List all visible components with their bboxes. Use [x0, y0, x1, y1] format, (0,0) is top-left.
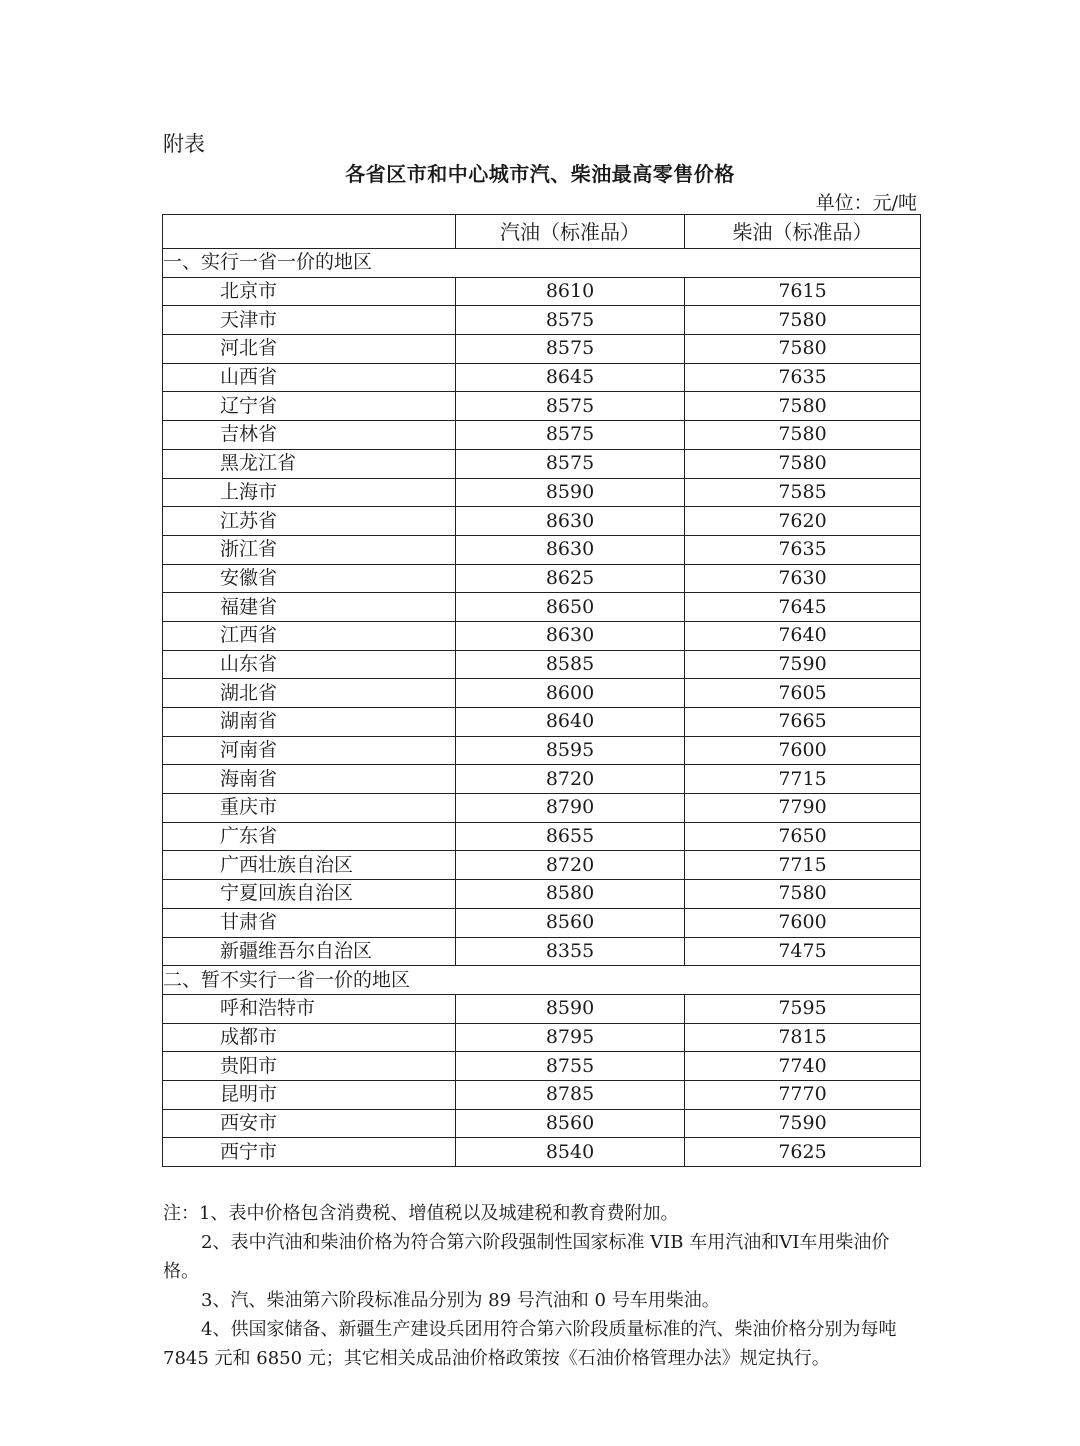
diesel-price: 7590 — [685, 1109, 921, 1138]
table-row — [163, 1080, 921, 1109]
appendix-label: 附表 — [163, 132, 205, 156]
region-name: 福建省 — [163, 593, 456, 622]
diesel-price: 7715 — [685, 765, 921, 794]
table-row — [163, 277, 921, 306]
diesel-price: 7580 — [685, 880, 921, 909]
table-row — [163, 736, 921, 765]
table-row — [163, 1109, 921, 1138]
gasoline-price: 8560 — [456, 908, 685, 937]
notes — [163, 1199, 920, 1373]
diesel-price: 7595 — [685, 994, 921, 1023]
diesel-price: 7650 — [685, 822, 921, 851]
price-table — [162, 214, 921, 1167]
region-name: 成都市 — [163, 1023, 456, 1052]
gasoline-price: 8560 — [456, 1109, 685, 1138]
gasoline-price: 8575 — [456, 421, 685, 450]
table-row — [163, 507, 921, 536]
gasoline-price: 8790 — [456, 794, 685, 823]
diesel-price: 7665 — [685, 708, 921, 737]
table-row — [163, 822, 921, 851]
diesel-price: 7635 — [685, 363, 921, 392]
gasoline-price: 8755 — [456, 1052, 685, 1081]
region-name: 河南省 — [163, 736, 456, 765]
region-name: 昆明市 — [163, 1080, 456, 1109]
region-name: 重庆市 — [163, 794, 456, 823]
gasoline-price: 8630 — [456, 507, 685, 536]
table-row — [163, 765, 921, 794]
diesel-price: 7580 — [685, 449, 921, 478]
region-name: 北京市 — [163, 277, 456, 306]
table-header-row — [163, 215, 921, 249]
gasoline-price: 8655 — [456, 822, 685, 851]
gasoline-price: 8625 — [456, 564, 685, 593]
gasoline-price: 8355 — [456, 937, 685, 966]
gasoline-price: 8590 — [456, 478, 685, 507]
table-row — [163, 708, 921, 737]
diesel-price: 7770 — [685, 1080, 921, 1109]
table-row — [163, 593, 921, 622]
table-row — [163, 880, 921, 909]
region-name: 甘肃省 — [163, 908, 456, 937]
table-row — [163, 908, 921, 937]
diesel-price: 7600 — [685, 908, 921, 937]
diesel-price: 7615 — [685, 277, 921, 306]
region-name: 浙江省 — [163, 535, 456, 564]
region-name: 山东省 — [163, 650, 456, 679]
region-name: 西宁市 — [163, 1138, 456, 1167]
region-name: 上海市 — [163, 478, 456, 507]
table-row — [163, 1052, 921, 1081]
table-row — [163, 994, 921, 1023]
gasoline-price: 8575 — [456, 335, 685, 364]
diesel-price: 7630 — [685, 564, 921, 593]
region-name: 宁夏回族自治区 — [163, 880, 456, 909]
region-name: 安徽省 — [163, 564, 456, 593]
gasoline-price: 8645 — [456, 363, 685, 392]
diesel-price: 7580 — [685, 421, 921, 450]
gasoline-price: 8540 — [456, 1138, 685, 1167]
table-row — [163, 478, 921, 507]
region-name: 湖南省 — [163, 708, 456, 737]
gasoline-price: 8630 — [456, 621, 685, 650]
diesel-price: 7475 — [685, 937, 921, 966]
section-row — [163, 249, 921, 278]
diesel-price: 7815 — [685, 1023, 921, 1052]
header-diesel: 柴油（标准品） — [685, 215, 921, 249]
table-row — [163, 335, 921, 364]
table-row — [163, 794, 921, 823]
note-4: 4、供国家储备、新疆生产建设兵团用符合第六阶段质量标准的汽、柴油价格分别为每吨 7845 元和 6850 元；其它相关成品油价格政策按《石油价格管理办法》规定执行。 — [163, 1319, 897, 1369]
diesel-price: 7580 — [685, 392, 921, 421]
diesel-price: 7790 — [685, 794, 921, 823]
region-name: 湖北省 — [163, 679, 456, 708]
gasoline-price: 8575 — [456, 449, 685, 478]
region-name: 江苏省 — [163, 507, 456, 536]
gasoline-price: 8600 — [456, 679, 685, 708]
gasoline-price: 8650 — [456, 593, 685, 622]
gasoline-price: 8785 — [456, 1080, 685, 1109]
gasoline-price: 8720 — [456, 851, 685, 880]
region-name: 海南省 — [163, 765, 456, 794]
diesel-price: 7625 — [685, 1138, 921, 1167]
region-name: 江西省 — [163, 621, 456, 650]
gasoline-price: 8720 — [456, 765, 685, 794]
gasoline-price: 8575 — [456, 392, 685, 421]
table-row — [163, 449, 921, 478]
table-row — [163, 535, 921, 564]
region-name: 吉林省 — [163, 421, 456, 450]
table-row — [163, 851, 921, 880]
diesel-price: 7620 — [685, 507, 921, 536]
section-title: 一、实行一省一价的地区 — [163, 249, 921, 278]
table-row — [163, 421, 921, 450]
gasoline-price: 8580 — [456, 880, 685, 909]
diesel-price: 7600 — [685, 736, 921, 765]
diesel-price: 7605 — [685, 679, 921, 708]
table-row — [163, 306, 921, 335]
gasoline-price: 8575 — [456, 306, 685, 335]
table-row — [163, 1023, 921, 1052]
region-name: 贵阳市 — [163, 1052, 456, 1081]
region-name: 天津市 — [163, 306, 456, 335]
unit-label: 单位：元/吨 — [815, 192, 917, 214]
header-gasoline: 汽油（标准品） — [456, 215, 685, 249]
diesel-price: 7645 — [685, 593, 921, 622]
note-2: 2、表中汽油和柴油价格为符合第六阶段强制性国家标准 VIB 车用汽油和VI车用柴油价格。 — [163, 1232, 890, 1282]
diesel-price: 7580 — [685, 306, 921, 335]
page-title: 各省区市和中心城市汽、柴油最高零售价格 — [345, 162, 735, 186]
section-row — [163, 966, 921, 995]
note-3: 3、汽、柴油第六阶段标准品分别为 89 号汽油和 0 号车用柴油。 — [201, 1290, 720, 1311]
table-row — [163, 564, 921, 593]
header-region — [163, 215, 456, 249]
section-title: 二、暂不实行一省一价的地区 — [163, 966, 921, 995]
diesel-price: 7585 — [685, 478, 921, 507]
price-table-body — [163, 215, 921, 1167]
table-row — [163, 363, 921, 392]
region-name: 广西壮族自治区 — [163, 851, 456, 880]
gasoline-price: 8630 — [456, 535, 685, 564]
table-row — [163, 621, 921, 650]
gasoline-price: 8610 — [456, 277, 685, 306]
region-name: 新疆维吾尔自治区 — [163, 937, 456, 966]
table-row — [163, 392, 921, 421]
diesel-price: 7635 — [685, 535, 921, 564]
gasoline-price: 8595 — [456, 736, 685, 765]
region-name: 黑龙江省 — [163, 449, 456, 478]
diesel-price: 7580 — [685, 335, 921, 364]
table-row — [163, 650, 921, 679]
region-name: 西安市 — [163, 1109, 456, 1138]
table-row — [163, 679, 921, 708]
gasoline-price: 8795 — [456, 1023, 685, 1052]
diesel-price: 7715 — [685, 851, 921, 880]
table-row — [163, 937, 921, 966]
table-row — [163, 1138, 921, 1167]
diesel-price: 7740 — [685, 1052, 921, 1081]
gasoline-price: 8585 — [456, 650, 685, 679]
diesel-price: 7590 — [685, 650, 921, 679]
note-1: 注：1、表中价格包含消费税、增值税以及城建税和教育费附加。 — [163, 1203, 679, 1224]
region-name: 辽宁省 — [163, 392, 456, 421]
gasoline-price: 8640 — [456, 708, 685, 737]
region-name: 河北省 — [163, 335, 456, 364]
region-name: 山西省 — [163, 363, 456, 392]
gasoline-price: 8590 — [456, 994, 685, 1023]
diesel-price: 7640 — [685, 621, 921, 650]
region-name: 呼和浩特市 — [163, 994, 456, 1023]
region-name: 广东省 — [163, 822, 456, 851]
